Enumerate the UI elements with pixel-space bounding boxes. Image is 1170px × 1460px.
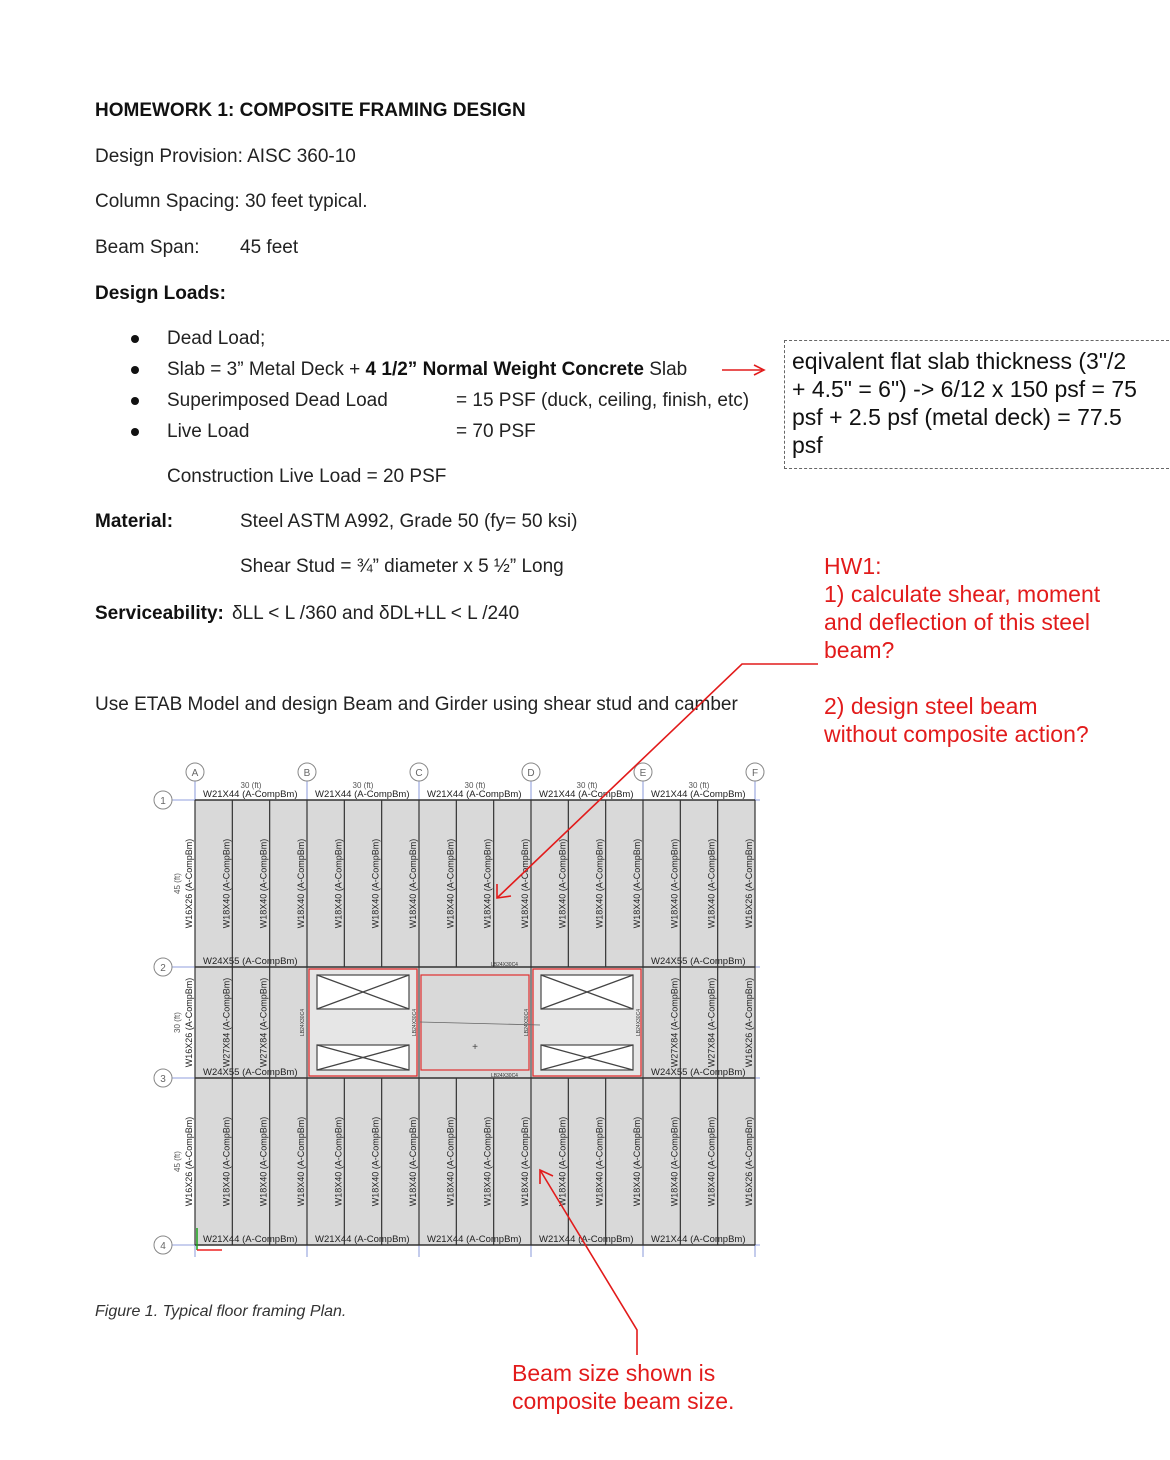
bay-width-label: 30 (ft) <box>352 781 374 790</box>
beam-label: W18X40 (A-CompBm) <box>706 838 717 929</box>
beam-label: W27X84 (A-CompBm) <box>221 977 232 1068</box>
beam-label: W18X40 (A-CompBm) <box>370 1116 381 1207</box>
beam-label: W18X40 (A-CompBm) <box>557 838 568 929</box>
construction-live-load: Construction Live Load = 20 PSF <box>167 466 447 487</box>
hw-question: 2) design steel beam <box>824 693 1038 719</box>
beam-label: W18X40 (A-CompBm) <box>296 1116 306 1207</box>
material-stud: Shear Stud = ¾” diameter x 5 ½” Long <box>240 556 564 577</box>
slab-note-line: eqivalent flat slab thickness (3"/2 <box>792 348 1127 374</box>
small-beam-label: LB24X30C4 <box>491 1073 518 1079</box>
small-beam-label: LB24X30C4 <box>491 962 518 968</box>
grid-label: 2 <box>160 963 166 974</box>
hw-question: beam? <box>824 637 895 663</box>
beam-label: W18X40 (A-CompBm) <box>370 838 381 929</box>
beam-size-note: Beam size shown is <box>512 1360 716 1386</box>
beam-label: W18X40 (A-CompBm) <box>221 838 232 929</box>
material-steel: Steel ASTM A992, Grade 50 (fy= 50 ksi) <box>240 511 578 532</box>
design-loads-heading: Design Loads: <box>95 283 226 304</box>
beam-label: W18X40 (A-CompBm) <box>632 1116 642 1207</box>
girder-label: W21X44 (A-CompBm) <box>315 789 410 800</box>
grid-label: E <box>639 768 647 779</box>
beam-label: W18X40 (A-CompBm) <box>594 1116 605 1207</box>
beam-label: W18X40 (A-CompBm) <box>632 838 642 929</box>
beam-label: W18X40 (A-CompBm) <box>258 838 269 929</box>
grid-label: D <box>527 768 535 779</box>
beam-label: W18X40 (A-CompBm) <box>520 838 530 929</box>
beam-label: W18X40 (A-CompBm) <box>669 838 680 929</box>
small-beam-label: LB24X30C4 <box>524 1009 530 1036</box>
hw-question: without composite action? <box>824 721 1089 747</box>
grid-label: 1 <box>160 796 166 807</box>
small-beam-label: LB24X30C4 <box>636 1009 642 1036</box>
girder-label: W24X55 (A-CompBm) <box>651 956 746 967</box>
grid-label: B <box>303 768 311 779</box>
load-dead: Dead Load; <box>167 328 266 349</box>
beam-label: W27X84 (A-CompBm) <box>706 977 717 1068</box>
material-label: Material: <box>95 511 174 532</box>
center-mark: + <box>472 1042 478 1053</box>
bay-height-label: 45 (ft) <box>173 1151 182 1172</box>
girder-label: W21X44 (A-CompBm) <box>651 789 746 800</box>
load-superimposed-value: = 15 PSF (duck, ceiling, finish, etc) <box>456 390 750 411</box>
beam-span-label: Beam Span: <box>95 237 200 258</box>
beam-label: W18X40 (A-CompBm) <box>482 1116 493 1207</box>
bay-height-label: 30 (ft) <box>173 1012 182 1033</box>
beam-label: W27X84 (A-CompBm) <box>258 977 269 1068</box>
beam-label: W16X26 (A-CompBm) <box>184 977 194 1068</box>
beam-label: W16X26 (A-CompBm) <box>184 838 194 929</box>
hw-question: 1) calculate shear, moment <box>824 581 1101 607</box>
grid-label: 3 <box>160 1074 166 1085</box>
bay-width-label: 30 (ft) <box>240 781 262 790</box>
load-superimposed: Superimposed Dead Load <box>167 390 388 411</box>
design-provision: Design Provision: AISC 360-10 <box>95 146 356 167</box>
beam-size-note: composite beam size. <box>512 1388 735 1414</box>
page-title: HOMEWORK 1: COMPOSITE FRAMING DESIGN <box>95 100 526 121</box>
hw-question: and deflection of this steel <box>824 609 1090 635</box>
small-beam-label: LB24X30C4 <box>412 1009 418 1036</box>
beam-label: W18X40 (A-CompBm) <box>333 838 344 929</box>
beam-label: W16X26 (A-CompBm) <box>744 838 754 929</box>
beam-label: W18X40 (A-CompBm) <box>408 838 418 929</box>
girder-label: W21X44 (A-CompBm) <box>651 1234 746 1245</box>
load-live-value: = 70 PSF <box>456 421 536 442</box>
etab-instruction: Use ETAB Model and design Beam and Girder using shear stud and camber <box>95 694 738 715</box>
beam-label: W18X40 (A-CompBm) <box>594 838 605 929</box>
beam-label: W18X40 (A-CompBm) <box>669 1116 680 1207</box>
beam-label: W18X40 (A-CompBm) <box>221 1116 232 1207</box>
column-spacing: Column Spacing: 30 feet typical. <box>95 191 368 212</box>
serviceability-text: δLL < L /360 and δDL+LL < L /240 <box>232 603 520 624</box>
girder-label: W21X44 (A-CompBm) <box>315 1234 410 1245</box>
beam-label: W18X40 (A-CompBm) <box>520 1116 530 1207</box>
beam-span-value: 45 feet <box>240 237 299 258</box>
grid-label: F <box>751 768 759 779</box>
girder-label: W21X44 (A-CompBm) <box>203 789 298 800</box>
beam-label: W18X40 (A-CompBm) <box>333 1116 344 1207</box>
beam-label: W27X84 (A-CompBm) <box>669 977 680 1068</box>
load-slab: Slab = 3” Metal Deck + 4 1/2” Normal Weight Concrete Slab <box>167 359 688 380</box>
bay-width-label: 30 (ft) <box>464 781 486 790</box>
beam-label: W18X40 (A-CompBm) <box>258 1116 269 1207</box>
girder-label: W24X55 (A-CompBm) <box>651 1067 746 1078</box>
hw-heading: HW1: <box>824 553 882 579</box>
load-live: Live Load <box>167 421 250 442</box>
grid-label: 4 <box>160 1241 166 1252</box>
beam-label: W16X26 (A-CompBm) <box>184 1116 194 1207</box>
small-beam-label: LB24X30C4 <box>300 1009 306 1036</box>
serviceability-label: Serviceability: <box>95 603 224 624</box>
slab-note-line: psf + 2.5 psf (metal deck) = 77.5 <box>792 404 1122 430</box>
beam-label: W16X26 (A-CompBm) <box>744 1116 754 1207</box>
girder-label: W24X55 (A-CompBm) <box>203 956 298 967</box>
slab-note-line: + 4.5" = 6") -> 6/12 x 150 psf = 75 <box>792 376 1137 402</box>
beam-label: W18X40 (A-CompBm) <box>445 838 456 929</box>
bay-width-label: 30 (ft) <box>576 781 598 790</box>
beam-label: W18X40 (A-CompBm) <box>296 838 306 929</box>
bay-height-label: 45 (ft) <box>173 873 182 894</box>
beam-label: W18X40 (A-CompBm) <box>482 838 493 929</box>
figure-caption: Figure 1. Typical floor framing Plan. <box>95 1303 347 1320</box>
girder-label: W24X55 (A-CompBm) <box>203 1067 298 1078</box>
beam-label: W18X40 (A-CompBm) <box>557 1116 568 1207</box>
beam-label: W16X26 (A-CompBm) <box>744 977 754 1068</box>
girder-label: W21X44 (A-CompBm) <box>427 789 522 800</box>
beam-label: W18X40 (A-CompBm) <box>408 1116 418 1207</box>
beam-label: W18X40 (A-CompBm) <box>445 1116 456 1207</box>
bay-width-label: 30 (ft) <box>688 781 710 790</box>
girder-label: W21X44 (A-CompBm) <box>203 1234 298 1245</box>
grid-label: A <box>191 768 199 779</box>
girder-label: W21X44 (A-CompBm) <box>427 1234 522 1245</box>
beam-label: W18X40 (A-CompBm) <box>706 1116 717 1207</box>
slab-note-line: psf <box>792 432 823 458</box>
girder-label: W21X44 (A-CompBm) <box>539 789 634 800</box>
girder-label: W21X44 (A-CompBm) <box>539 1234 634 1245</box>
grid-label: C <box>415 768 423 779</box>
